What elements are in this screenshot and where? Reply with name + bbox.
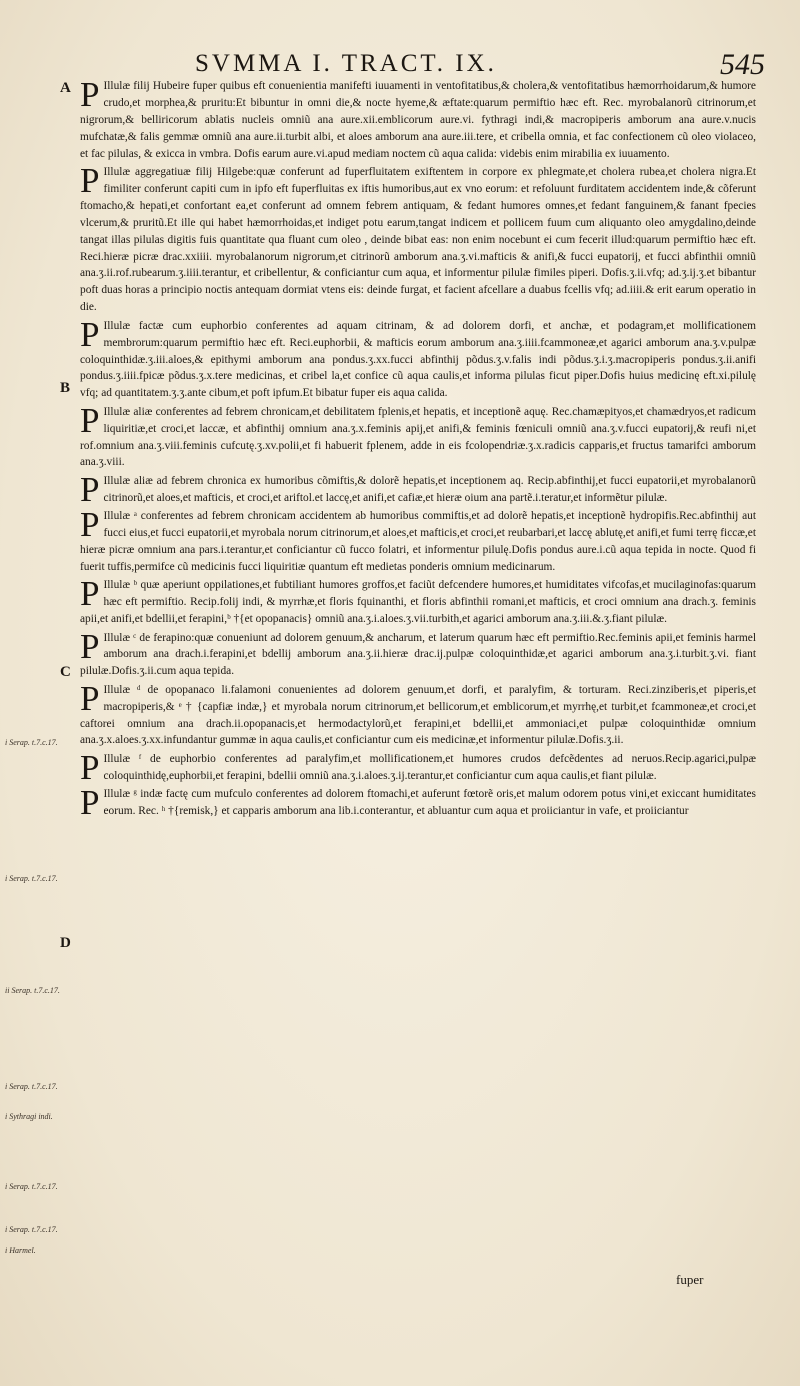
paragraph (80, 505, 756, 576)
margin-note: i Serap. t.7.c.17. (5, 874, 58, 883)
margin-note: i Serap. t.7.c.17. (5, 738, 58, 747)
paragraph-text: Illulæ ᵇ quæ aperiunt oppilationes,et fubtiliant humores groffos,et faciũt defcendere humores,et humiditates vifcofas,et mucilaginofas:quarum hæc eft permiftio. Recip.folij indi, & myrrhæ,et floris fquinanthi, et floris abfinthii romani,et mafticis, et croci omnium ana drach.ʒ. feminis apii,et anifi,et bdellii,et ferapini,ᵇ †{et opopanacis} omniũ ana.ʒ.i.aloes.ʒ.vii.turbith,et agarici amborum ana.ʒ.iii.&.ʒ.fiant pilulæ. (80, 579, 756, 626)
margin-note: i Serap. t.7.c.17. (5, 1082, 58, 1091)
paragraph-text: Illulæ ᶜ de ferapino:quæ conueniunt ad dolorem genuum,& ancharum, et laterum quarum hæc eft permiftio.Rec.feminis apii,et feminis harmel amborum ana drach.i.ferapini,et bdellij amborum ana.ʒ.ii.hieræ drac.ij.pulpæ coloquinthidæ,et agarici amborum ana.ʒ.i.turbit.ʒ.vi. fiant pilulæ.Dofis.ʒ.ii.cum aqua tepida. (80, 631, 756, 678)
folio-number: 545 (720, 48, 765, 81)
paragraph (80, 574, 756, 628)
margin-note: i Serap. t.7.c.17. (5, 1182, 58, 1191)
section-letter-c: C (60, 664, 71, 680)
paragraph (80, 678, 756, 750)
initial-letter: P (80, 574, 100, 614)
paragraph (80, 469, 756, 509)
section-letter-d: D (60, 935, 71, 951)
initial-letter: P (80, 314, 100, 354)
initial-letter: P (80, 505, 100, 545)
paragraph-text: Illulæ ᵃ conferentes ad febrem chronicam accidentem ab humoribus commiftis,et ad dolorẽ hepatis,et inceptionẽ hydropifis.Rec.abfinthij aut fucci eius,et fucci eupatorii,et myrobala norum citrinorum,et aloes,et mafticis,et croci,et reubarbari,et laccę ablutę,et anifi,et fumi terrę ficcæ,et hieræ picræ omnium ana pars.i.terantur,et conficiantur cũ fucco folatri, et informentur pilulę.Dofis pondus aure.i.cũ aqua tepida in nocte. Quod fi fuerit tuffis,permifce cũ medicinis fucci liquiritiæ quantum eft medietas ponderis omnium medicinarum. (80, 510, 756, 573)
margin-note: i Sythragi indi. (5, 1112, 53, 1121)
paragraph (80, 400, 756, 472)
initial-letter: P (80, 783, 100, 823)
initial-letter: P (80, 469, 100, 509)
paragraph (80, 314, 756, 403)
paragraph-text: Illulæ ᵈ de opopanaco li.falamoni conuenientes ad dolorem genuum,et dorfi, et paralyfim, & torturam. Reci.zinziberis,et piperis,et macropiperis,& ᵉ † {capfiæ indæ,} et myrobala norum citrinorum,et bellicorum,et emblicorum,et myrrhę,et turbit,et fcammoneæ,et croci,et caftorei omnium ana drach.ii.opopanacis,et hermodactylorũ,et ferapini,et bdellii,et ammoniaci,et pulpæ coloquinthidæ omnium ana.ʒ.x.aloes.ʒ.xx.infundantur gummæ in aqua caulis,et conficiantur cum eis medicinæ,et informentur pilulæ.Dofis.ʒ.ii. (80, 683, 756, 747)
running-head: SVMMA I. TRACT. IX. (195, 50, 497, 77)
paragraph-text: Illulæ ᶠ de euphorbio conferentes ad paralyfim,et mollificationem,et humores crudos defcẽdentes ad neruos.Recip.agarici,pulpæ coloquinthidę,euphorbii,et ferapini, bdellii omniũ ana.ʒ.i.aloes.ʒ.ij.terantur,et conficiantur cum aqua caulis,et fiant pilulæ. (103, 752, 756, 782)
catchword: fuper (676, 1272, 704, 1287)
margin-note: i Serap. t.7.c.17. (5, 1225, 58, 1234)
main-text (80, 75, 756, 823)
paragraph-text: Illulæ filij Hubeire fuper quibus eft conuenientia manifefti iuuamenti in ventofitatibus,& cholera,& ventofitatibus hæmorrhoidarum,& humore crudo,et morphea,& pruritu:Et bibuntur in omni die,& nocte hyeme,& æftate:quarum permiftio hæc eft. Rec. myrobalanorũ citrinorum,et nigrorum,& belliricorum ablatis nucleis omniũ ana aure.xii.emblicorum aure.vi. fythragi indi,& macropiperis amborum ana aure.v.nucis mufchatæ,& falis gemmæ omniũ ana aure.ii.turbit albi, et aloes amborum ana aure.iii.tere, et cribella omnia, et fac confectionem cũ oleo violaceo, et fac pilulas, & exicca in vmbra. Dofis earum aure.vi.apud mediam noctem cũ aqua calida: videbis enim mirabilia ex iuuamento. (80, 80, 756, 160)
paragraph-text: Illulæ factæ cum euphorbio conferentes ad aquam citrinam, & ad dolorem dorfi, et anchæ, et podagram,et mollificationem membrorum:quarum permiftio hæc eft. Reci.euphorbii, & mafticis eorum amborum ana.ʒ.iiii.fcammoneæ,et agarici amborum ana.ʒ.v.pulpæ coloquinthidæ.ʒ.iii.aloes,& epithymi amborum ana pondus.ʒ.xx.fucci abfinthij põdus.ʒ.v.falis indi põdus.ʒ.i.ʒ.macropiperis pondus.ʒ.ii.anifi pondus.ʒ.iiii.fpicæ põdus.ʒ.x.tere medicinas, et cribel la,et confice cũ aqua caulis,et informa pilulas ficut piper.Dofis huius medicinę eft.xi.pilulę vfq; ad quantitatem.ʒ.ʒ.ante cibum,et poft ipfum.Et bibatur fuper eis aqua calida. (80, 319, 756, 400)
initial-letter: P (80, 400, 100, 440)
paragraph-text: Illulæ ᵍ indæ factę cum mufculo conferentes ad dolorem ftomachi,et auferunt fœtorẽ oris,et malum odorem potus vini,et exiccant humiditates eorum. Rec. ʰ †{remisk,} et capparis amborum ana lib.i.conterantur, et abluantur cum aqua et proiiciantur in vafe, et proiiciantur (103, 788, 756, 818)
initial-letter: P (80, 747, 100, 787)
initial-letter: P (80, 626, 100, 666)
paragraph-text: Illulæ aliæ ad febrem chronica ex humoribus cõmiftis,& dolorẽ hepatis,et inceptionem aq. Recip.abfinthij,et fucci eupatorii,et myrobalanorũ citrinorũ,et aloes,et mafticis, et croci,et ariftol.et laccę,et anifi,et cafiæ,et hieræ oium ana partẽ.i.teratur,et informẽtur pilulæ. (103, 474, 756, 504)
paragraph (80, 161, 756, 316)
section-letter-b: B (60, 380, 71, 396)
paragraph (80, 783, 756, 823)
initial-letter: P (80, 678, 100, 718)
section-letter-a: A (60, 80, 71, 96)
margin-note: i Harmel. (5, 1246, 36, 1255)
paragraph-text: Illulæ aliæ conferentes ad febrem chronicam,et debilitatem fplenis,et hepatis, et inceptionẽ aquę. Rec.chamæpityos,et chamædryos,et radicum liquiritiæ,et croci,et laccæ, et abfinthij omnium ana.ʒ.x.feminis apij,et anifi,& feminis fœniculi omniũ ana.ʒ.v.fucci eupatorij,& reufi ni,et rof.omnium ana.ʒ.viii.feminis cufcutę.ʒ.xv.polii,et fi habuerit fplenem, adde in eis fcolopendriæ.ʒ.x.radicis capparis,et fructus tamarifci amborum ana.ʒ.viii. (80, 405, 756, 469)
initial-letter: P (80, 161, 100, 201)
initial-letter: P (80, 75, 100, 114)
paragraph (80, 75, 756, 163)
paragraph (80, 626, 756, 681)
paragraph-text: Illulæ aggregatiuæ filij Hilgebe:quæ conferunt ad fuperfluitatem exiftentem in corpore ex phlegmate,et cholera rubea,et cholera nigra.Et fimiliter conferunt capiti cum in ipfo eft fuperfluitas ex iftis humoribus,aut ex vno eorum: et refoluunt furditatem accidentem inde,& cõferunt ftomacho,& hepati,et confortant ea,et conferunt ad omnem febrem antiquam, & fedant humores omnes,et fedant fanguinem,& fanant fpecies vlcerum,& pruritũ.Et ille qui habet hæmorrhoidas,et indiget potu earum,tangat indicem et pollicem fuum cum aliquanto oleo amygdalino,deinde tangat illas pilulas digitis fuis quantitate qua fluant cum oleo , deinde bibat eas: non enim nocebunt ei cum fecerit illud:quarum permiftio hæc eft. Reci.hieræ picræ drac.xxiiii. myrobalanorum nigrorum,et citrinorũ amborum ana.ʒ.vi.mafticis & anifi,& fucci eupatorij, et fucci abfinthii omniũ ana.ʒ.ii.rof.rubearum.ʒ.iiii.terantur, et cribellentur, & conficiantur cum aqua, et informentur pilulæ fimiles piperi. Dofis.ʒ.ii.vfq; ad.ʒ.ij.ʒ.et bibantur poft duas horas a principio noctis antequam dormiat vtens eis: deinde furgat, et facient afcellare a duabus fcellis vfq; ad.iiii.& erit earum operatio in die. (80, 166, 756, 314)
paragraph (80, 747, 756, 787)
margin-note: ii Serap. t.7.c.17. (5, 986, 60, 995)
